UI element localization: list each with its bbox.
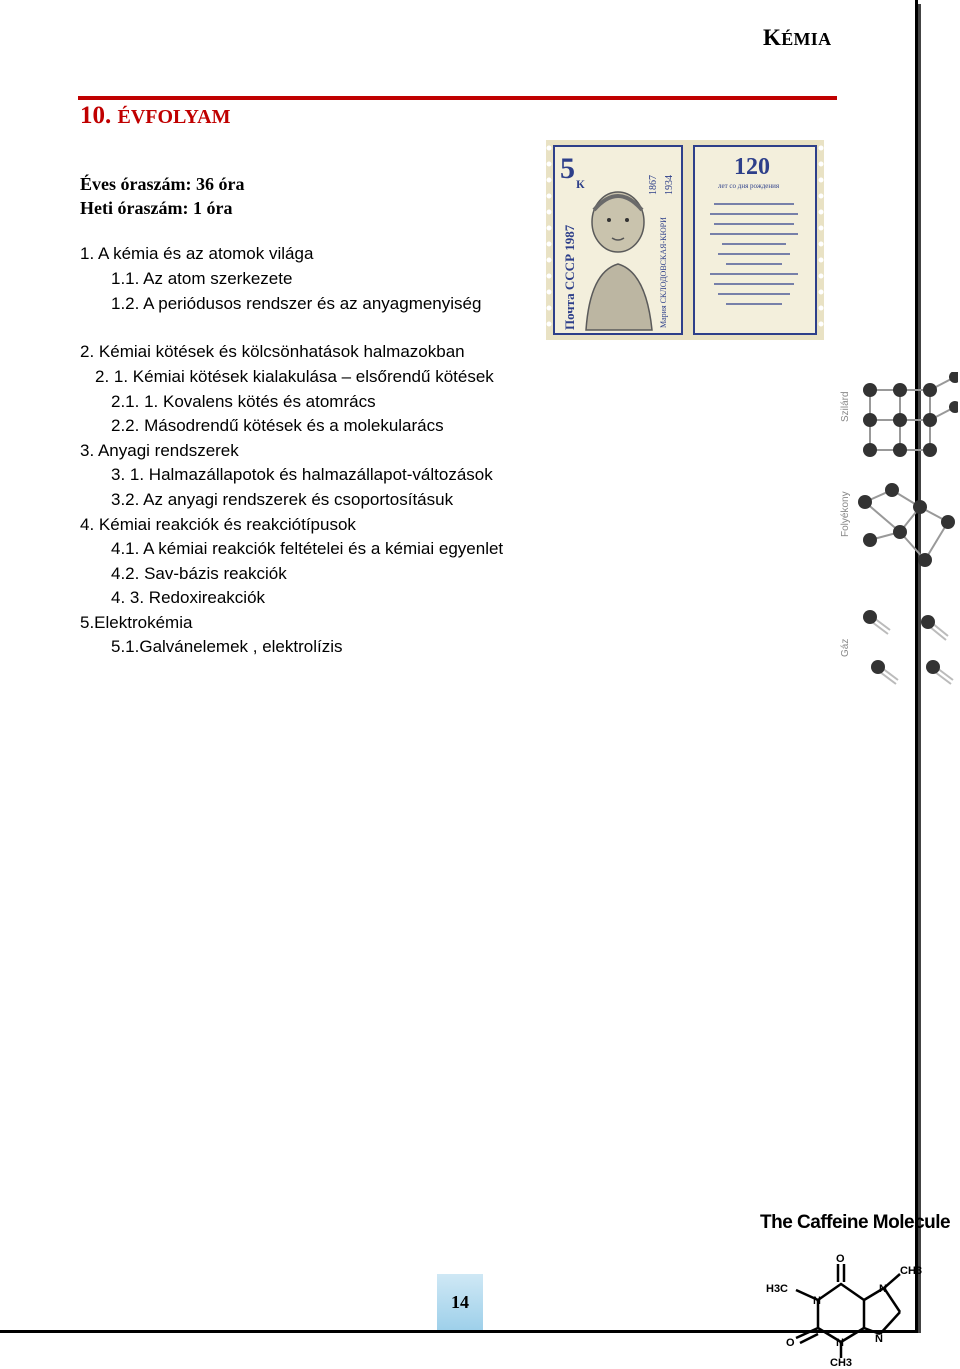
stamp-value: 5	[560, 152, 575, 185]
caffeine-title: The Caffeine Molecule	[760, 1212, 951, 1233]
grade-heading: 10. ÉVFOLYAM	[80, 102, 231, 129]
toc-item: 1.2. A periódusos rendszer és az anyagmenyiség	[111, 294, 482, 313]
toc-item: 2. 1. Kémiai kötések kialakulása – elsőrendű kötések	[95, 367, 494, 386]
toc-item: 3. 1. Halmazállapotok és halmazállapot-változások	[111, 465, 493, 484]
stamp-country: Почта СССР 1987	[562, 224, 577, 330]
toc-item: 1.1. Az atom szerkezete	[111, 269, 293, 288]
toc-item: 3.2. Az anyagi rendszerek és csoportosításuk	[111, 490, 454, 509]
stamp-right-subtitle: лет со дня рождения	[718, 182, 780, 190]
toc-item: 5.Elektrokémia	[80, 613, 193, 632]
caffeine-atom: N	[879, 1283, 887, 1295]
caffeine-atom: CH3	[830, 1357, 853, 1369]
stamp-year-born: 1867	[648, 175, 659, 195]
caffeine-atom: N	[813, 1295, 821, 1307]
solid-label: Szilárd	[840, 391, 851, 422]
liquid-label: Folyékony	[840, 491, 851, 537]
curie-stamp-image	[546, 140, 824, 340]
caffeine-atom: CH3	[900, 1265, 923, 1277]
toc-item: 4. Kémiai reakciók és reakciótípusok	[80, 515, 356, 534]
toc-item: 1. A kémia és az atomok világa	[80, 244, 314, 263]
annual-hours: Éves óraszám: 36 óra	[80, 174, 245, 194]
toc-item: 4.2. Sav-bázis reakciók	[111, 564, 287, 583]
toc-item: 4.1. A kémiai reakciók feltételei és a kémiai egyenlet	[111, 539, 504, 558]
caffeine-atom: N	[836, 1337, 844, 1349]
toc-item: 5.1.Galvánelemek , elektrolízis	[111, 637, 343, 656]
toc-item: 2.2. Másodrendű kötések és a molekularács	[111, 416, 444, 435]
page-header-title: KÉMIA	[763, 25, 832, 50]
stamp-unit: К	[576, 177, 585, 191]
states-of-matter-image	[830, 372, 958, 717]
heading-rule	[78, 96, 837, 100]
toc-item: 2.1. 1. Kovalens kötés és atomrács	[111, 392, 376, 411]
toc-item: 3. Anyagi rendszerek	[80, 441, 239, 460]
stamp-portrait-name: Мария СКЛОДОВСКАЯ-КЮРИ	[659, 217, 668, 328]
caffeine-atom: O	[836, 1253, 845, 1265]
stamp-year-died: 1934	[664, 175, 675, 195]
toc-item: 2. Kémiai kötések és kölcsönhatások halmazokban	[80, 342, 465, 361]
gas-label: Gáz	[840, 638, 851, 657]
caffeine-atom: N	[875, 1333, 883, 1345]
toc-item: 4. 3. Redoxireakciók	[111, 588, 266, 607]
stamp-right-value: 120	[734, 154, 770, 180]
caffeine-atom: O	[786, 1337, 795, 1349]
weekly-hours: Heti óraszám: 1 óra	[80, 198, 233, 218]
caffeine-atom: H3C	[766, 1283, 789, 1295]
page-number: 14	[437, 1274, 483, 1330]
caffeine-molecule-image	[760, 1250, 960, 1369]
